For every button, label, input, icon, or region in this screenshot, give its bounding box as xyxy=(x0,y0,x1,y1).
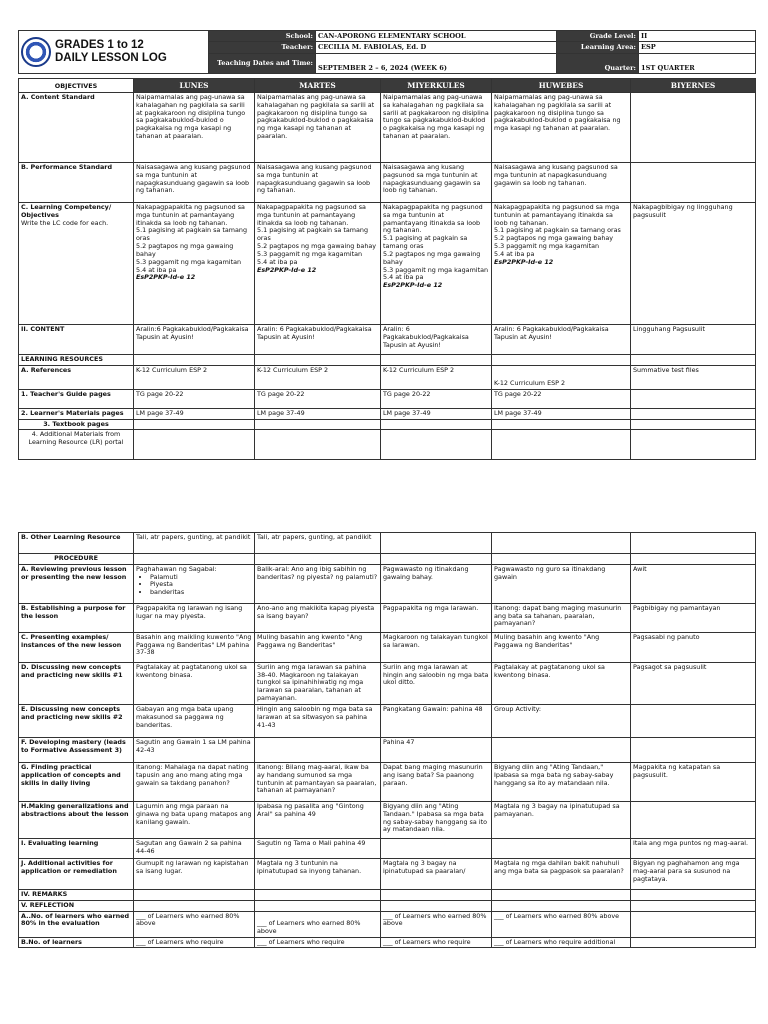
cell-thu: Itanong: dapat bang maging masunurin ang bata sa tahanan, paaralan, pamayanan? xyxy=(492,603,631,632)
cell-mon: Lagumin ang mga paraan na ginawa ng bata upang matapos ang kanilang gawain. xyxy=(134,801,255,838)
cell-thu: Pagtalakay at pagtatanong ukol sa kwentong binasa. xyxy=(492,662,631,704)
cell-tue xyxy=(255,737,381,762)
discussing-1-row xyxy=(19,662,756,704)
cell-wed: Suriin ang mga larawan at hingin ang saloobin ng mga bata ukol ditto. xyxy=(381,662,492,704)
cell-fri: Summative test files xyxy=(631,365,756,389)
cell-fri xyxy=(631,704,756,737)
cell-mon: K-12 Curriculum ESP 2 xyxy=(134,365,255,389)
lc-code: EsP2PKP-Id-e 12 xyxy=(494,257,554,266)
procedure-heading: PROCEDURE xyxy=(19,554,134,565)
review-mon-title: Paghahawan ng Sagabal: xyxy=(136,564,217,573)
row-label: A. Reviewing previous lesson or presenting the new lesson xyxy=(19,564,134,603)
competency-item: 5.1 pagising at pagkain sa tamang oras xyxy=(136,226,248,243)
cell-thu xyxy=(492,737,631,762)
lc-code: EsP2PKP-Id-e 12 xyxy=(383,281,443,290)
row-label: B. Establishing a purpose for the lesson xyxy=(19,603,134,632)
grade-value: II xyxy=(639,31,756,42)
school-label: School: xyxy=(209,31,316,42)
cell-wed: ___ of Learners who earned 80% above xyxy=(381,911,492,937)
competency-item: 5.3 paggamit ng mga kagamitan xyxy=(383,265,489,274)
cell-tue: Naisasagawa ang kusang pagsunod sa mga tuntunin at napagkasunduang gagawin sa loob ng tahanan. xyxy=(255,163,381,203)
cell-thu: LM page 37-49 xyxy=(492,408,631,419)
application-row xyxy=(19,762,756,801)
dates-label: Teaching Dates and Time: xyxy=(209,53,316,73)
competency-cell-wed xyxy=(381,203,492,325)
cell-mon xyxy=(134,564,255,603)
row-label: J. Additional activities for application or remediation xyxy=(19,858,134,889)
row-label: A. References xyxy=(19,365,134,389)
day-thursday: HUWEBES xyxy=(492,79,631,93)
row-label: 3. Textbook pages xyxy=(19,419,134,430)
cell-mon: Gabayan ang mga bata upang makasunod sa paggawa ng banderitas. xyxy=(134,704,255,737)
day-friday: BIYERNES xyxy=(631,79,756,93)
row-label: B.No. of learners xyxy=(19,937,134,948)
lc-code: EsP2PKP-Id-e 12 xyxy=(136,273,196,282)
competency-item: 5.1 pagising at pagkain sa tamang oras xyxy=(257,226,369,243)
row-label: B. Other Learning Resource xyxy=(19,533,134,554)
cell-tue: Naipamamalas ang pag-unawa sa kahalagahan ng pagkilala sa sarili at pagkakaroon ng disiplina tungo sa pagkakabuklod-buklod o pagkakaisa ng mga kasapi ng tahanan at paaralan. xyxy=(255,93,381,163)
competency-item: 5.3 paggamit ng mga kagamitan xyxy=(257,249,363,258)
cell-mon: Itanong: Mahalaga na dapat nating tapusin ang ano mang ating mga gawain sa takdang panahon? xyxy=(134,762,255,801)
competency-text: Nakapagpapakita ng pagsunod sa mga tuntunin at pamantayang itinakda sa loob ng tahanan. xyxy=(257,203,366,227)
mastery-row xyxy=(19,737,756,762)
other-resource-row xyxy=(19,533,756,554)
competency-item: 5.1 pagising at pagkain sa tamang oras xyxy=(494,226,621,235)
competency-item: 5.3 paggamit ng mga kagamitan xyxy=(494,242,600,251)
cell-mon: Pagpapakita ng larawan ng isang lugar na may piyesta. xyxy=(134,603,255,632)
cell-tue: ___ of Learners who require xyxy=(255,937,381,948)
teachers-guide-row xyxy=(19,389,756,408)
content-standard-row xyxy=(19,93,756,163)
competency-item: 5.4 at iba pa xyxy=(257,257,298,266)
competency-text: Nakapagpapakita ng pagsunod sa mga tuntunin at pamantayang itinakda sa loob ng tahanan. xyxy=(494,203,620,227)
cell-fri xyxy=(631,937,756,948)
cell-wed: Naisasagawa ang kusang pagsunod sa mga tuntunin at napagkasunduang gagawin sa loob ng tahanan. xyxy=(381,163,492,203)
reflection-row xyxy=(19,900,756,911)
competency-cell-thu xyxy=(492,203,631,325)
competency-item: 5.2 pagtapos ng mga gawaing bahay xyxy=(136,242,234,258)
evaluating-row xyxy=(19,838,756,858)
competency-item: 5.1 pagising at pagkain sa tamang oras xyxy=(383,234,468,251)
title-line-2: DAILY LESSON LOG xyxy=(55,52,167,64)
row-label: 2. Learner's Materials pages xyxy=(19,408,134,419)
references-row xyxy=(19,365,756,389)
row-label: I. Evaluating learning xyxy=(19,838,134,858)
row-label: A. Content Standard xyxy=(19,93,134,163)
row-label: A..No. of learners who earned 80% in the evaluation xyxy=(19,911,134,937)
cell-fri: Lingguhang Pagsusulit xyxy=(631,325,756,355)
day-monday: LUNES xyxy=(134,79,255,93)
generalization-row xyxy=(19,801,756,838)
additional-activities-row xyxy=(19,858,756,889)
cell-mon: ___ of Learners who require xyxy=(134,937,255,948)
lesson-table-bottom xyxy=(18,532,756,948)
row-label: D. Discussing new concepts and practicing new skills #1 xyxy=(19,662,134,704)
competency-text: Nakapagpapakita ng pagsunod sa mga tuntunin at pamantayang itinakda sa loob ng tahanan. xyxy=(136,203,245,227)
grade-label: Grade Level: xyxy=(557,31,639,42)
title-line-1: GRADES 1 to 12 xyxy=(55,39,144,51)
cell-fri: Itala ang mga puntos ng mag-aaral. xyxy=(631,838,756,858)
remarks-heading: IV. REMARKS xyxy=(19,889,134,900)
cell-wed: LM page 37-49 xyxy=(381,408,492,419)
title-block xyxy=(19,31,209,74)
cell-wed: K-12 Curriculum ESP 2 xyxy=(381,365,492,389)
cell-thu: Muling basahin ang kwento "Ang Paggawa ng Banderitas" xyxy=(492,632,631,662)
cell-wed: TG page 20-22 xyxy=(381,389,492,408)
cell-thu: TG page 20-22 xyxy=(492,389,631,408)
cell-tue: K-12 Curriculum ESP 2 xyxy=(255,365,381,389)
cell-fri xyxy=(631,801,756,838)
cell-thu: Magtala ng mga dahilan bakit nahuhuli ang mga bata sa pagpasok sa paaralan? xyxy=(492,858,631,889)
competency-item: 5.2 pagtapos ng mga gawaing bahay xyxy=(257,242,377,251)
cell-tue: Sagutin ng Tama o Mali pahina 49 xyxy=(255,838,381,858)
teacher-value: CECILIA M. FABIOLAS, Ed. D xyxy=(316,42,557,53)
cell-tue: Muling basahin ang kwento "Ang Paggawa ng Banderitas" xyxy=(255,632,381,662)
cell-tue: TG page 20-22 xyxy=(255,389,381,408)
cell-wed: Magtala ng 3 bagay na ipinatutupad sa paaralan/ xyxy=(381,858,492,889)
dates-value: SEPTEMBER 2 – 6, 2024 (WEEK 6) xyxy=(316,53,557,73)
cell-thu: K-12 Curriculum ESP 2 xyxy=(492,365,631,389)
cell-wed: Pangkatang Gawain: pahina 48 xyxy=(381,704,492,737)
school-value: CAN-APORONG ELEMENTARY SCHOOL xyxy=(316,31,557,42)
cell-thu: Pagwawasto ng guro sa itinakdang gawain xyxy=(492,564,631,603)
cell-mon: Sagutan ang Gawain 2 sa pahina 44-46 xyxy=(134,838,255,858)
cell-fri xyxy=(631,737,756,762)
procedure-heading-row xyxy=(19,554,756,565)
resources-heading: LEARNING RESOURCES xyxy=(19,355,134,366)
textbook-row xyxy=(19,419,756,430)
cell-thu: Group Activity: xyxy=(492,704,631,737)
cell-mon: Tali, atr papers, gunting, at pandikit xyxy=(134,533,255,554)
row-label: H.Making generalizations and abstractions about the lesson xyxy=(19,801,134,838)
cell-wed: Pagwawasto ng itinakdang gawaing bahay. xyxy=(381,564,492,603)
cell-tue: Hingin ang saloobin ng mga bata sa larawan at sa sitwasyon sa pahina 41-43 xyxy=(255,704,381,737)
cell-thu: Bigyang diin ang "Ating Tandaan," Ipabasa sa mga bata ng sabay-sabay hanggang sa ito ay matandaan nila. xyxy=(492,762,631,801)
cell-mon: Naisasagawa ang kusang pagsunod sa mga tuntunin at napagkasunduang gagawin sa loob ng tahanan. xyxy=(134,163,255,203)
cell-fri: Awit xyxy=(631,564,756,603)
competency-cell-tue xyxy=(255,203,381,325)
competency-item: 5.4 at iba pa xyxy=(383,273,424,282)
row-label: II. CONTENT xyxy=(19,325,134,355)
cell-wed: Dapat bang maging masunurin ang isang bata? Sa paanong paraan. xyxy=(381,762,492,801)
review-row xyxy=(19,564,756,603)
cell-thu: Magtala ng 3 bagay na ipinatutupad sa pamayanan. xyxy=(492,801,631,838)
cell-tue: Itanong: Bilang mag-aaral, ikaw ba ay handang sumunod sa mga tuntunin at pamantayan sa paaralan, tahanan at pamayanan? xyxy=(255,762,381,801)
cell-tue: Balik-aral: Ano ang ibig sabihin ng banderitas? ng piyesta? ng palamuti? xyxy=(255,564,381,603)
cell-fri: Magpakita ng katapatan sa pagsusulit. xyxy=(631,762,756,801)
cell-mon: LM page 37-49 xyxy=(134,408,255,419)
cell-fri xyxy=(631,163,756,203)
cell-wed: Naipamamalas ang pag-unawa sa kahalagahan ng pagkilala sa sarili at pagkakaroon ng disiplina tungo sa pagkakabuklod-buklod o pagkakaisa ng mga kasapi ng tahanan at paaralan. xyxy=(381,93,492,163)
row-label: 4. Additional Materials from Learning Resource (LR) portal xyxy=(19,430,134,460)
cell-tue: Magtala ng 3 tuntunin na ipinatutupad sa inyong tahanan. xyxy=(255,858,381,889)
list-item: • banderitas xyxy=(150,589,252,597)
cell-thu: ___ of Learners who require additional xyxy=(492,937,631,948)
competency-sublabel: Write the LC code for each. xyxy=(21,218,109,227)
remediation-row xyxy=(19,937,756,948)
cell-fri: Pagsagot sa pagsusulit xyxy=(631,662,756,704)
content-row xyxy=(19,325,756,355)
cell-tue: ___ of Learners who earned 80% above xyxy=(255,911,381,937)
cell-wed: Aralin: 6 Pagkakabuklod/Pagkakaisa Tapusin at Ayusin! xyxy=(381,325,492,355)
cell-mon: Naipamamalas ang pag-unawa sa kahalagahan ng pagkilala sa sarili at pagkakaroon ng disiplina tungo sa pagkakabuklod-buklod o pagkakaisa ng mga kasapi ng tahanan at paaralan. xyxy=(134,93,255,163)
cell-wed: Pahina 47 xyxy=(381,737,492,762)
cell-fri: Pagbibigay ng pamantayan xyxy=(631,603,756,632)
cell-tue: Ano-ano ang makikita kapag piyesta sa isang bayan? xyxy=(255,603,381,632)
remarks-row xyxy=(19,889,756,900)
row-label: F. Developing mastery (leads to Formative Assessment 3) xyxy=(19,737,134,762)
cell-wed: Pagpapakita ng mga larawan. xyxy=(381,603,492,632)
cell-mon: TG page 20-22 xyxy=(134,389,255,408)
resources-heading-row xyxy=(19,355,756,366)
cell-thu: Naipamamalas ang pag-unawa sa kahalagahan ng pagkilala sa sarili at pagkakaroon ng disiplina tungo sa pagkakabuklod-buklod o pagkakaisa ng mga kasapi ng tahanan at paaralan. xyxy=(492,93,631,163)
additional-materials-row xyxy=(19,430,756,460)
cell-wed: ___ of Learners who require xyxy=(381,937,492,948)
cell-mon: Sagutin ang Gawain 1 sa LM pahina 42-43 xyxy=(134,737,255,762)
cell-fri xyxy=(631,911,756,937)
competency-cell-fri: Nakapagbibigay ng lingguhang pagsusulit xyxy=(631,203,756,325)
presenting-row xyxy=(19,632,756,662)
day-tuesday: MARTES xyxy=(255,79,381,93)
row-label: 1. Teacher's Guide pages xyxy=(19,389,134,408)
quarter-value: 1ST QUARTER xyxy=(639,53,756,73)
row-label: C. Presenting examples/ instances of the new lesson xyxy=(19,632,134,662)
cell-tue: Aralin: 6 Pagkakabuklod/Pagkakaisa Tapusin at Ayusin! xyxy=(255,325,381,355)
competency-text: Nakapagpapakita ng pagsunod sa mga tuntunin at pamantayang itinakda sa loob ng tahanan. xyxy=(383,203,483,235)
cell-fri: Bigyan ng paghahamon ang mga mag-aaral para sa susunod na pagtataya. xyxy=(631,858,756,889)
area-label: Learning Area: xyxy=(557,42,639,53)
discussing-2-row xyxy=(19,704,756,737)
day-wednesday: MIYERKULES xyxy=(381,79,492,93)
performance-standard-row xyxy=(19,163,756,203)
cell-wed: Magkaroon ng talakayan tungkol sa larawan. xyxy=(381,632,492,662)
competency-item: 5.4 at iba pa xyxy=(136,265,177,274)
competency-cell-mon xyxy=(134,203,255,325)
list-item: • Palamuti xyxy=(150,574,252,582)
competency-item: 5.2 pagtapos ng mga gawaing bahay xyxy=(383,249,481,266)
purpose-row xyxy=(19,603,756,632)
list-item: • Piyesta xyxy=(150,581,252,589)
vocabulary-list xyxy=(136,574,252,597)
cell-fri xyxy=(631,408,756,419)
competency-item: 5.3 paggamit ng mga kagamitan xyxy=(136,257,242,266)
competency-row xyxy=(19,203,756,325)
learners-materials-row xyxy=(19,408,756,419)
row-label: G. Finding practical application of concepts and skills in daily living xyxy=(19,762,134,801)
quarter-label: Quarter: xyxy=(557,53,639,73)
competency-label: C. Learning Competency/ Objectives xyxy=(21,203,112,219)
cell-thu: Aralin: 6 Pagkakabuklod/Pagkakaisa Tapusin at Ayusin! xyxy=(492,325,631,355)
cell-mon: ___ of Learners who earned 80% above xyxy=(134,911,255,937)
cell-fri: Pagsasabi ng panuto xyxy=(631,632,756,662)
cell-mon: Pagtalakay at pagtatanong ukol sa kwentong binasa. xyxy=(134,662,255,704)
cell-tue: LM page 37-49 xyxy=(255,408,381,419)
reflection-heading: V. REFLECTION xyxy=(19,900,134,911)
competency-label-cell xyxy=(19,203,134,325)
cell-fri xyxy=(631,389,756,408)
cell-fri xyxy=(631,93,756,163)
cell-wed: Bigyang diin ang "Ating Tandaan." Ipabasa sa mga bata ng sabay-sabay hanggang sa ito ay matandaan nila. xyxy=(381,801,492,838)
cell-wed xyxy=(381,838,492,858)
row-label: B. Performance Standard xyxy=(19,163,134,203)
lc-code: EsP2PKP-Id-e 12 xyxy=(257,265,317,274)
cell-mon: Basahin ang maikling kuwento "Ang Paggawa ng Banderitas" LM pahina 37-38 xyxy=(134,632,255,662)
row-label: E. Discussing new concepts and practicing new skills #2 xyxy=(19,704,134,737)
cell-thu: ___ of Learners who earned 80% above xyxy=(492,911,631,937)
cell-mon: Aralin:6 Pagkakabuklod/Pagkakaisa Tapusin at Ayusin! xyxy=(134,325,255,355)
cell-tue: Tali, atr papers, gunting, at pandikit xyxy=(255,533,381,554)
deped-seal-icon xyxy=(21,37,51,67)
teacher-label: Teacher: xyxy=(209,42,316,53)
cell-thu xyxy=(492,838,631,858)
cell-tue: Suriin ang mga larawan sa pahina 38-40. Magkaroon ng talakayan tungkol sa ipinahihiwatig ng mga larawan sa paaralan, tahanan at pamayanan. xyxy=(255,662,381,704)
header-table xyxy=(18,30,756,74)
area-value: ESP xyxy=(639,42,756,53)
cell-thu: Naisasagawa ang kusang pagsunod sa mga tuntunin at napagkasunduang gagawin sa loob ng tahanan. xyxy=(492,163,631,203)
competency-item: 5.2 pagtapos ng mga gawaing bahay xyxy=(494,234,614,243)
objectives-heading: OBJECTIVES xyxy=(19,79,134,93)
cell-tue: Ipabasa ng pasalita ang "Gintong Aral" sa pahina 49 xyxy=(255,801,381,838)
competency-item: 5.4 at iba pa xyxy=(494,249,535,258)
lesson-table-top xyxy=(18,78,756,460)
evaluation-row xyxy=(19,911,756,937)
cell-mon: Gumupit ng larawan ng kapistahan sa isang lugar. xyxy=(134,858,255,889)
